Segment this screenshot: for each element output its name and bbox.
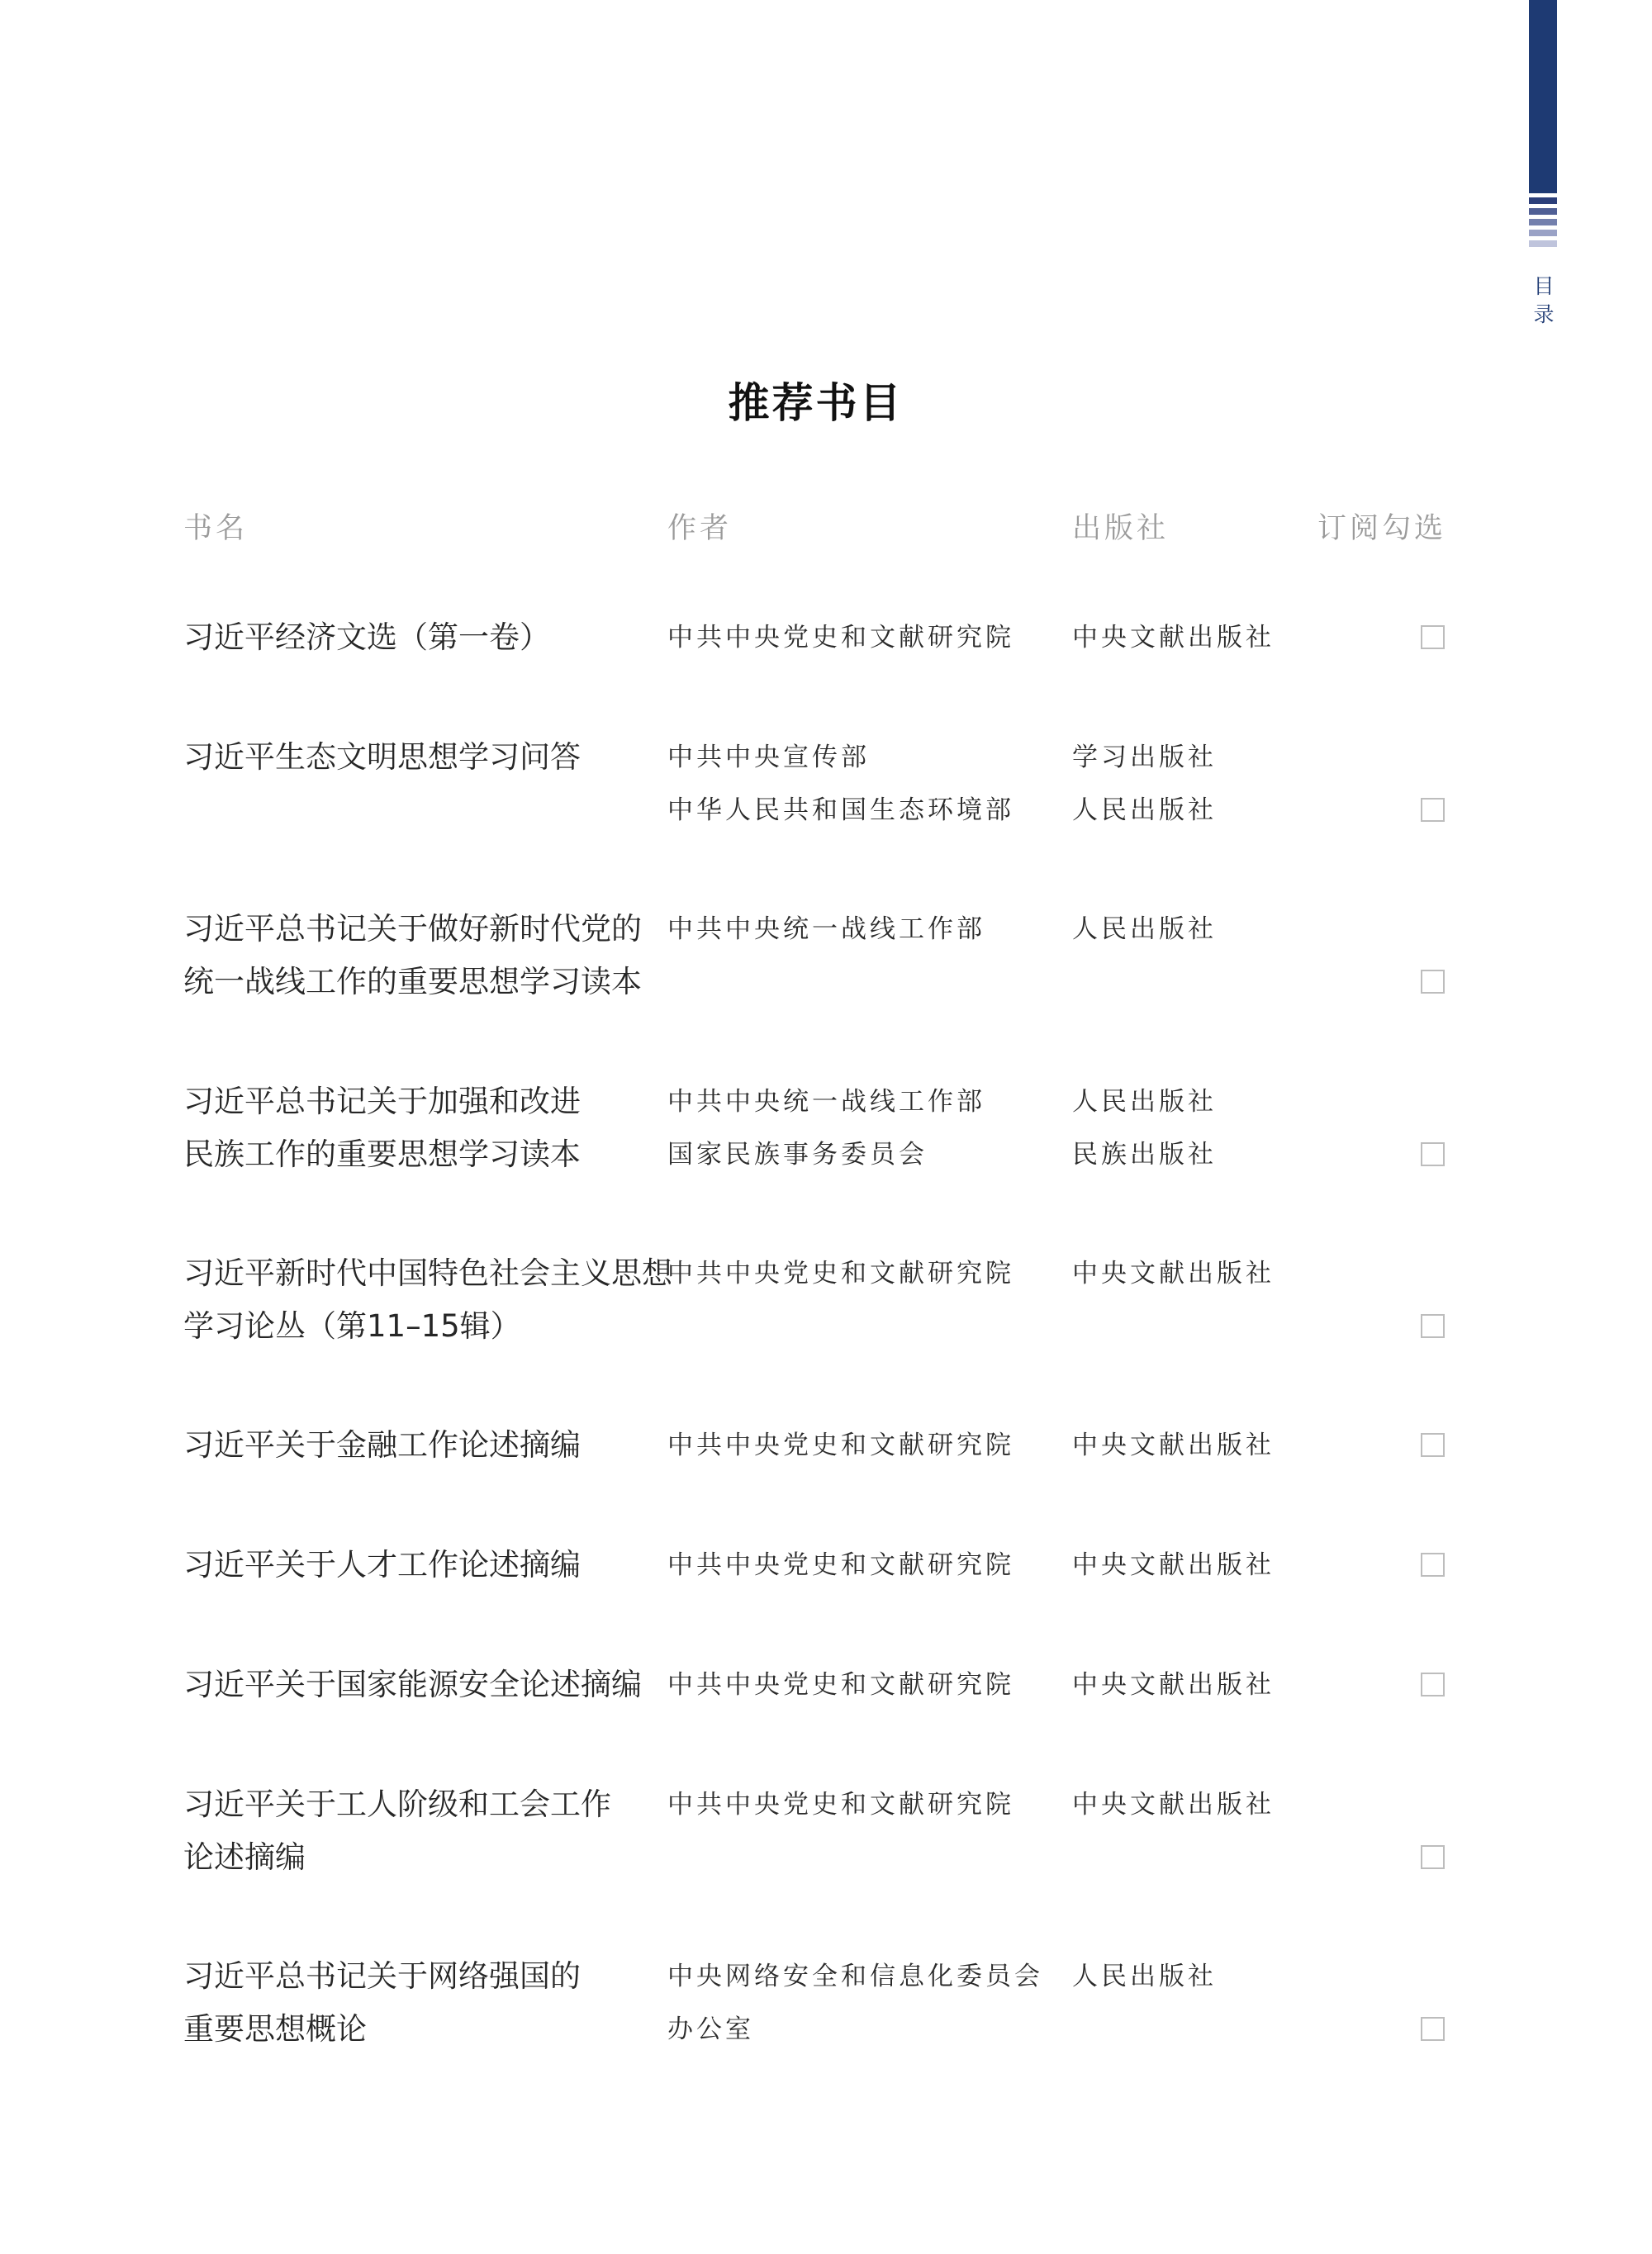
subscribe-checkbox[interactable] (1421, 1673, 1445, 1696)
book-author-line: 中华人民共和国生态环境部 (667, 795, 1014, 825)
book-title (183, 731, 581, 784)
book-publisher (1072, 1950, 1217, 2003)
book-title-line: 习近平总书记关于做好新时代党的 (183, 911, 642, 947)
book-publisher (1072, 731, 1217, 837)
book-author-line: 国家民族事务委员会 (667, 1140, 928, 1170)
book-title-line: 论述摘编 (183, 1839, 306, 1875)
book-title-line: 学习论丛（第11–15辑） (183, 1308, 521, 1344)
book-publisher-line: 学习出版社 (1072, 743, 1217, 772)
book-title-line: 统一战线工作的重要思想学习读本 (183, 964, 642, 999)
book-author-line: 中共中央党史和文献研究院 (667, 623, 1014, 652)
book-title (183, 1075, 581, 1181)
book-author (667, 731, 1014, 837)
tab-stripe (1529, 219, 1557, 225)
book-publisher-line: 人民出版社 (1072, 795, 1217, 825)
book-title (183, 1419, 581, 1472)
book-author (667, 1539, 1014, 1592)
book-author (667, 1658, 1014, 1711)
book-title-line: 重要思想概论 (183, 2011, 367, 2047)
subscribe-checkbox[interactable] (1421, 1314, 1445, 1338)
subscribe-checkbox[interactable] (1421, 1553, 1445, 1577)
book-title-line: 习近平经济文选（第一卷） (183, 619, 550, 655)
subscribe-checkbox[interactable] (1421, 1845, 1445, 1869)
book-publisher (1072, 1075, 1217, 1181)
subscribe-checkbox[interactable] (1421, 625, 1445, 649)
book-author-line: 中共中央党史和文献研究院 (667, 1550, 1014, 1580)
book-title-line: 民族工作的重要思想学习读本 (183, 1136, 581, 1172)
book-author (667, 611, 1014, 664)
book-publisher (1072, 1247, 1275, 1300)
book-title (183, 1778, 611, 1884)
header-subscribe: 订阅勾选 (1317, 512, 1447, 545)
book-publisher (1072, 611, 1275, 664)
header-author: 作者 (667, 512, 733, 545)
subscribe-checkbox[interactable] (1421, 970, 1445, 994)
tab-stripes (1529, 197, 1557, 247)
book-publisher-line: 中央文献出版社 (1072, 1431, 1275, 1460)
book-publisher-line: 中央文献出版社 (1072, 623, 1275, 652)
book-author-line: 中共中央党史和文献研究院 (667, 1790, 1014, 1820)
book-publisher-line: 中央文献出版社 (1072, 1790, 1275, 1820)
book-publisher (1072, 1778, 1275, 1831)
page-title: 推荐书目 (728, 379, 904, 427)
book-author-line: 中共中央党史和文献研究院 (667, 1670, 1014, 1700)
tab-stripe (1529, 240, 1557, 247)
book-author-line: 中共中央统一战线工作部 (667, 1087, 985, 1117)
book-title (183, 611, 550, 664)
book-publisher-line: 中央文献出版社 (1072, 1670, 1275, 1700)
book-publisher (1072, 903, 1217, 956)
book-author-line: 中共中央党史和文献研究院 (667, 1431, 1014, 1460)
book-author (667, 1950, 1043, 2056)
book-title-line: 习近平关于国家能源安全论述摘编 (183, 1667, 642, 1702)
book-author (667, 1778, 1014, 1831)
contents-tab-label[interactable]: 目录 (1533, 274, 1555, 326)
book-publisher-line: 民族出版社 (1072, 1140, 1217, 1170)
book-publisher (1072, 1658, 1275, 1711)
book-publisher-line: 中央文献出版社 (1072, 1550, 1275, 1580)
book-title-line: 习近平关于金融工作论述摘编 (183, 1427, 581, 1463)
book-author (667, 1075, 985, 1181)
book-author-line: 中共中央统一战线工作部 (667, 914, 985, 944)
book-title-line: 习近平生态文明思想学习问答 (183, 739, 581, 775)
book-publisher-line: 中央文献出版社 (1072, 1259, 1275, 1288)
book-title (183, 1950, 581, 2056)
table-header (0, 505, 1652, 547)
book-title-line: 习近平总书记关于加强和改进 (183, 1084, 581, 1119)
tab-stripe (1529, 230, 1557, 236)
book-author-line: 中央网络安全和信息化委员会 (667, 1962, 1043, 1991)
book-publisher (1072, 1539, 1275, 1592)
contents-tab[interactable] (1529, 0, 1557, 247)
book-title-line: 习近平关于工人阶级和工会工作 (183, 1787, 611, 1822)
book-publisher-line: 人民出版社 (1072, 1087, 1217, 1117)
book-author (667, 1419, 1014, 1472)
book-author-line: 办公室 (667, 2014, 754, 2044)
book-title-line: 习近平总书记关于网络强国的 (183, 1958, 581, 1994)
book-author (667, 1247, 1014, 1300)
book-publisher (1072, 1419, 1275, 1472)
header-publisher: 出版社 (1072, 512, 1170, 545)
header-title: 书名 (183, 512, 249, 545)
subscribe-checkbox[interactable] (1421, 798, 1445, 822)
subscribe-checkbox[interactable] (1421, 1433, 1445, 1457)
tab-stripe (1529, 208, 1557, 215)
book-title (183, 1658, 642, 1711)
subscribe-checkbox[interactable] (1421, 1142, 1445, 1166)
book-title (183, 1247, 672, 1353)
book-title (183, 903, 642, 1008)
book-author (667, 903, 985, 956)
subscribe-checkbox[interactable] (1421, 2017, 1445, 2041)
book-publisher-line: 人民出版社 (1072, 1962, 1217, 1991)
tab-stripe (1529, 197, 1557, 204)
book-author-line: 中共中央党史和文献研究院 (667, 1259, 1014, 1288)
book-author-line: 中共中央宣传部 (667, 743, 870, 772)
book-title-line: 习近平关于人才工作论述摘编 (183, 1547, 581, 1583)
book-publisher-line: 人民出版社 (1072, 914, 1217, 944)
tab-bar (1529, 0, 1557, 193)
book-title-line: 习近平新时代中国特色社会主义思想 (183, 1255, 672, 1291)
book-title (183, 1539, 581, 1592)
